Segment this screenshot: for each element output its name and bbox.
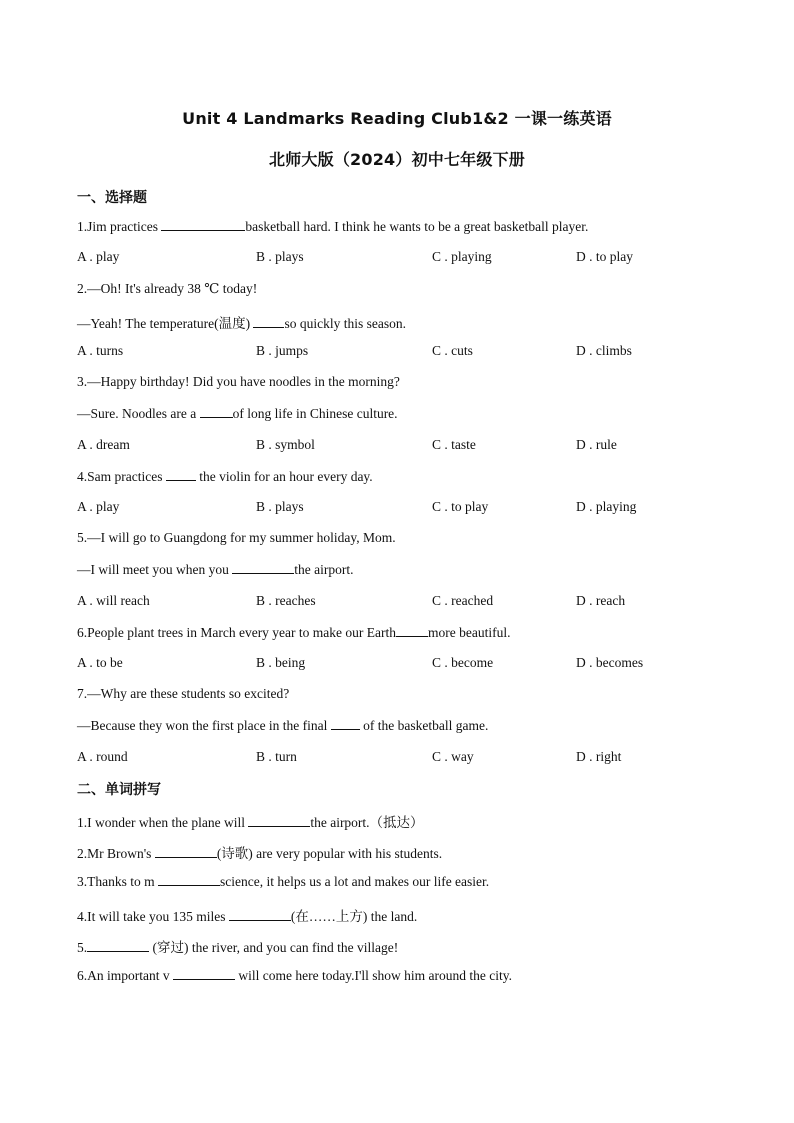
item-text: will come here today.I'll show him around the city.	[235, 968, 512, 983]
option-a[interactable]: A . turns	[77, 343, 124, 358]
question-text: basketball hard. I think he wants to be a great basketball player.	[245, 219, 589, 234]
question-3-reply	[77, 405, 398, 422]
answer-blank[interactable]	[200, 405, 233, 418]
option-b[interactable]: B . plays	[256, 499, 304, 514]
option-d[interactable]: D . climbs	[576, 343, 632, 358]
spelling-item-6	[77, 967, 512, 984]
answer-blank[interactable]	[155, 845, 217, 858]
options-q7	[77, 749, 717, 767]
option-a[interactable]: A . round	[77, 749, 128, 764]
question-1	[77, 218, 588, 235]
option-b[interactable]: B . being	[256, 655, 306, 670]
option-d[interactable]: D . playing	[576, 499, 637, 514]
section-heading-choice: 一、选择题	[77, 190, 147, 206]
answer-blank[interactable]	[161, 218, 245, 231]
answer-blank[interactable]	[229, 908, 291, 921]
option-c[interactable]: C . playing	[432, 249, 492, 264]
question-text: —Sure. Noodles are a	[77, 406, 200, 421]
spelling-item-3	[77, 873, 489, 890]
answer-blank[interactable]	[232, 561, 294, 574]
item-text: 2.Mr Brown's	[77, 846, 155, 861]
option-a[interactable]: A . dream	[77, 437, 130, 452]
option-c[interactable]: C . reached	[432, 593, 494, 608]
spelling-item-4	[77, 905, 417, 925]
options-q3	[77, 437, 717, 455]
item-text: 6.An important v	[77, 968, 173, 983]
question-text: of long life in Chinese culture.	[232, 406, 398, 421]
question-text: 3.—Happy birthday! Did you have noodles in the morning?	[77, 374, 400, 389]
question-text: 5.—I will go to Guangdong for my summer holiday, Mom.	[77, 530, 396, 545]
option-d[interactable]: D . to play	[576, 249, 633, 264]
item-text: (在……上方) the land.	[290, 909, 418, 924]
question-7	[77, 686, 289, 702]
answer-blank[interactable]	[158, 873, 220, 886]
question-5	[77, 530, 396, 546]
question-text: 4.Sam practices	[77, 469, 166, 484]
option-c[interactable]: C . taste	[432, 437, 476, 452]
question-text: —Yeah! The temperature(温度)	[77, 316, 254, 331]
item-text: the airport.（抵达）	[310, 815, 424, 830]
question-3	[77, 374, 400, 390]
question-text: 2.—Oh! It's already 38 ℃ today!	[77, 281, 258, 296]
question-text: the airport.	[294, 562, 354, 577]
answer-blank[interactable]	[173, 967, 235, 980]
spelling-item-2	[77, 842, 442, 862]
option-a[interactable]: A . will reach	[77, 593, 150, 608]
option-b[interactable]: B . jumps	[256, 343, 309, 358]
options-q4	[77, 499, 717, 517]
option-b[interactable]: B . turn	[256, 749, 297, 764]
options-q2	[77, 343, 717, 361]
options-q1	[77, 249, 717, 267]
question-5-reply	[77, 561, 353, 578]
option-a[interactable]: A . play	[77, 249, 120, 264]
option-c[interactable]: C . to play	[432, 499, 489, 514]
item-text: science, it helps us a lot and makes our life easier.	[220, 874, 490, 889]
question-text: so quickly this season.	[284, 316, 406, 331]
worksheet-subtitle: 北师大版（2024）初中七年级下册	[269, 150, 525, 169]
item-text: 5.	[77, 940, 88, 955]
answer-blank[interactable]	[253, 315, 284, 328]
option-b[interactable]: B . reaches	[256, 593, 316, 608]
option-d[interactable]: D . rule	[576, 437, 617, 452]
item-text: (穿过) the river, and you can find the village!	[149, 940, 399, 955]
item-text: 3.Thanks to m	[77, 874, 158, 889]
question-6	[77, 624, 511, 641]
question-2-reply	[77, 312, 406, 332]
question-text: —I will meet you when you	[77, 562, 233, 577]
spelling-item-1	[77, 811, 424, 831]
option-d[interactable]: D . right	[576, 749, 622, 764]
option-b[interactable]: B . symbol	[256, 437, 315, 452]
item-text: (诗歌) are very popular with his students.	[216, 846, 443, 861]
options-q6	[77, 655, 717, 673]
option-d[interactable]: D . becomes	[576, 655, 644, 670]
question-text: 7.—Why are these students so excited?	[77, 686, 290, 701]
worksheet-title: Unit 4 Landmarks Reading Club1&2 一课一练英语	[182, 109, 612, 128]
answer-blank[interactable]	[248, 814, 310, 827]
item-text: 4.It will take you 135 miles	[77, 909, 229, 924]
option-a[interactable]: A . to be	[77, 655, 123, 670]
question-text: —Because they won the first place in the final	[77, 718, 331, 733]
answer-blank[interactable]	[396, 624, 428, 637]
option-c[interactable]: C . way	[432, 749, 474, 764]
question-text: 6.People plant trees in March every year to make our Earth	[77, 625, 397, 640]
option-c[interactable]: C . become	[432, 655, 494, 670]
option-b[interactable]: B . plays	[256, 249, 304, 264]
section-heading-spelling: 二、单词拼写	[77, 782, 161, 798]
options-q5	[77, 593, 717, 611]
question-text: 1.Jim practices	[77, 219, 162, 234]
option-c[interactable]: C . cuts	[432, 343, 473, 358]
question-4	[77, 468, 373, 485]
item-text: 1.I wonder when the plane will	[77, 815, 249, 830]
question-text: of the basketball game.	[359, 718, 489, 733]
question-7-reply	[77, 717, 488, 734]
spelling-item-5	[77, 936, 398, 956]
question-2	[77, 281, 257, 297]
answer-blank[interactable]	[331, 717, 360, 730]
option-d[interactable]: D . reach	[576, 593, 626, 608]
question-text: more beautiful.	[428, 625, 511, 640]
question-text: the violin for an hour every day.	[195, 469, 373, 484]
answer-blank[interactable]	[166, 468, 196, 481]
answer-blank[interactable]	[87, 939, 149, 952]
option-a[interactable]: A . play	[77, 499, 120, 514]
